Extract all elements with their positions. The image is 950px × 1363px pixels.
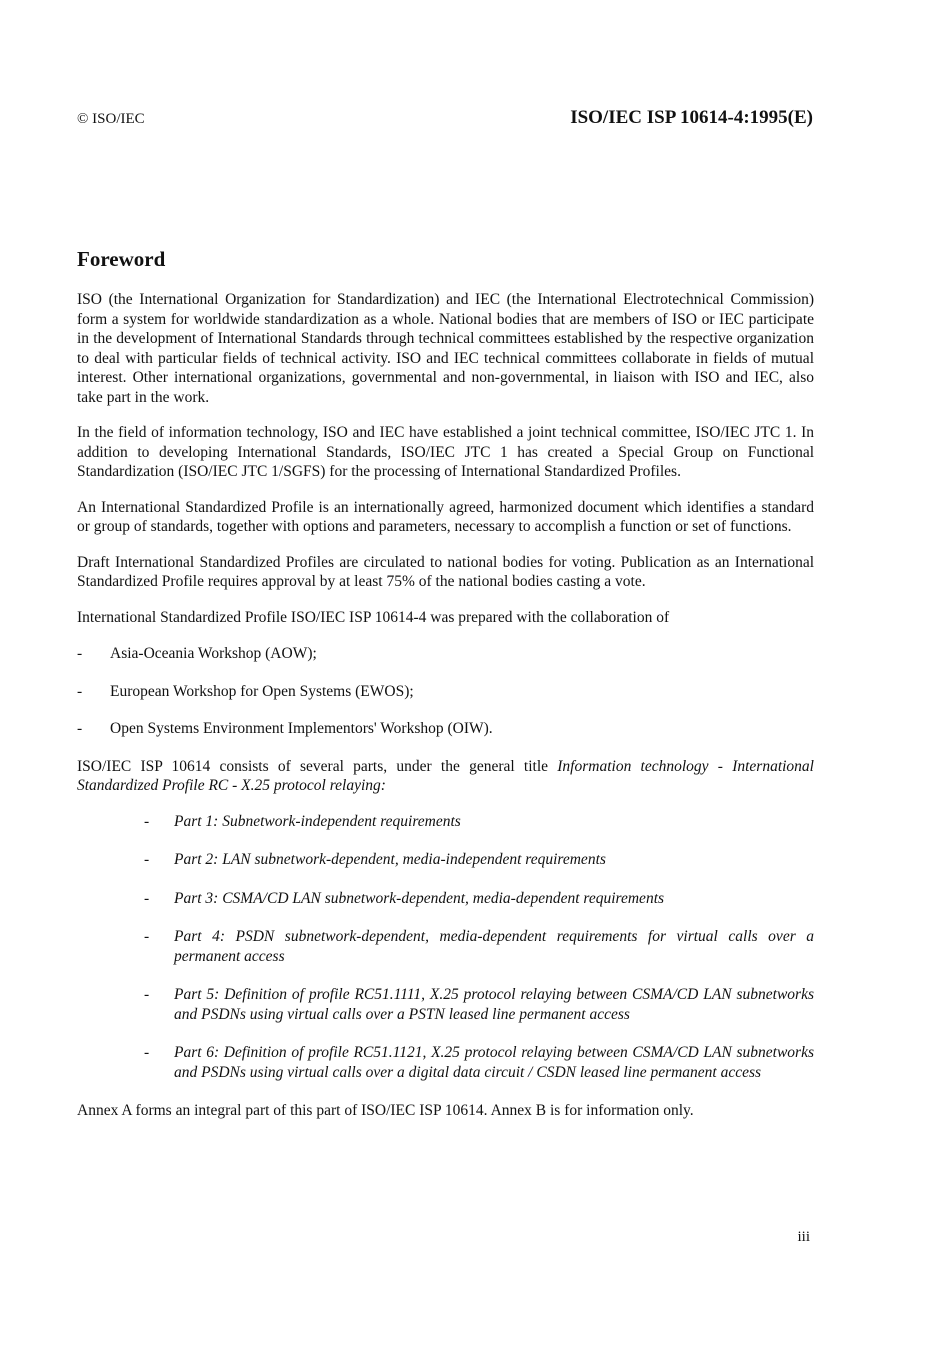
collaborators-list [77, 644, 814, 739]
list-dash: - [144, 851, 150, 868]
annex-note: Annex A forms an integral part of this part of ISO/IEC ISP 10614. Annex B is for information only. [77, 1102, 694, 1119]
list-dash: - [144, 928, 150, 945]
list-item [77, 682, 814, 702]
collaboration-intro: International Standardized Profile ISO/IEC ISP 10614-4 was prepared with the collaboration of [77, 608, 670, 626]
parts-intro-text: ISO/IEC ISP 10614 consists of several parts, under the general title [77, 757, 558, 775]
page-title: Foreword [77, 247, 166, 271]
collaborator-name: Open Systems Environment Implementors' Workshop (OIW). [110, 720, 493, 737]
paragraph-jtc1: In the field of information technology, ISO and IEC have established a joint technical committee, ISO/IEC JTC 1. In addition to developing International Standards, ISO/IEC JTC 1 has created a Special Group on Functional Standardization (ISO/IEC JTC 1/SGFS) for the processing of International Standardized Profiles. [77, 424, 814, 480]
list-item [77, 927, 814, 966]
list-item [77, 719, 814, 739]
paragraph-draft-isp: Draft International Standardized Profiles are circulated to national bodies for voting. Publication as an International Standardized Profile requires approval by at least 75% of the national bodies casting a vote. [77, 553, 814, 590]
general-title: Information technology - International Standardized Profile RC - X.25 protocol relaying: [77, 757, 814, 794]
paragraph-iso-iec: ISO (the International Organization for Standardization) and IEC (the International Electrotechnical Commission) form a system for worldwide standardization as a whole. National bodies that are members of ISO or IEC participate in the development of International Standards through technical committees established by the respective organization to deal with particular fields of technical activity. ISO and IEC technical committees collaborate in fields of mutual interest. Other international organizations, governmental and non-governmental, in liaison with ISO and IEC, also take part in the work. [77, 291, 814, 406]
parts-list [77, 812, 814, 1083]
collaborator-name: Asia-Oceania Workshop (AOW); [110, 645, 317, 662]
list-dash: - [77, 720, 83, 737]
list-dash: - [77, 645, 83, 662]
foreword-body [77, 290, 814, 1137]
part-title: Part 1: Subnetwork-independent requirements [174, 812, 461, 830]
list-item [77, 644, 814, 664]
list-dash: - [144, 889, 150, 907]
paragraph-isp-definition: An International Standardized Profile is an internationally agreed, harmonized document which identifies a standard or group of standards, together with options and parameters, necessary to accomplish a function or set of functions. [77, 498, 814, 535]
list-item [77, 985, 814, 1024]
list-item [77, 1043, 814, 1082]
part-title: Part 6: Definition of profile RC51.1121, X.25 protocol relaying between CSMA/CD LAN subnetworks and PSDNs using virtual calls over a digital data circuit / CSDN leased line permanent access [174, 1044, 814, 1081]
part-title: Part 3: CSMA/CD LAN subnetwork-dependent, media-dependent requirements [174, 889, 665, 907]
document-identifier: ISO/IEC ISP 10614-4:1995(E) [570, 107, 813, 128]
list-item [77, 889, 814, 909]
list-dash: - [144, 812, 150, 830]
list-item [77, 850, 814, 870]
part-title: Part 2: LAN subnetwork-dependent, media-independent requirements [174, 851, 606, 868]
collaborator-name: European Workshop for Open Systems (EWOS); [110, 682, 414, 700]
list-item [77, 812, 814, 832]
part-title: Part 5: Definition of profile RC51.1111, X.25 protocol relaying between CSMA/CD LAN subnetworks and PSDNs using virtual calls over a PSTN leased line permanent access [174, 986, 814, 1023]
page-number: iii [797, 1229, 810, 1245]
copyright-notice: © ISO/IEC [77, 111, 145, 127]
list-dash: - [144, 1044, 150, 1061]
list-dash: - [144, 986, 150, 1003]
list-dash: - [77, 682, 83, 700]
part-title: Part 4: PSDN subnetwork-dependent, media-dependent requirements for virtual calls over a permanent access [174, 928, 814, 965]
parts-intro [77, 757, 814, 796]
